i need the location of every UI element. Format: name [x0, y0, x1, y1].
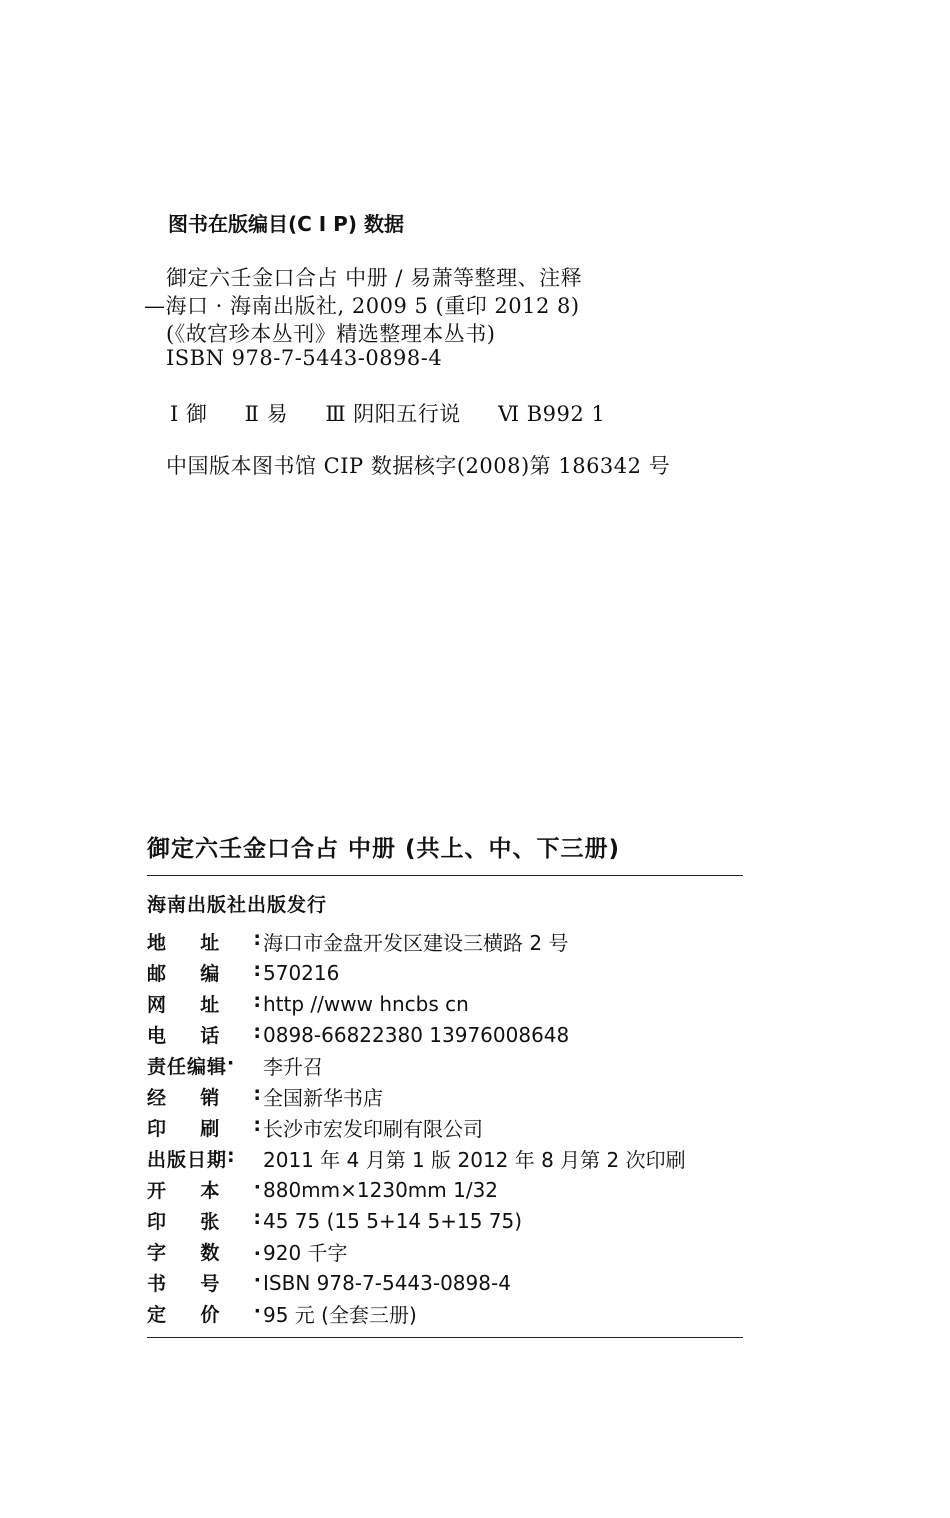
cip-publication-line: —海口 · 海南出版社, 2009 5 (重印 2012 8): [144, 294, 580, 318]
info-value: ISBN 978-7-5443-0898-4: [263, 1270, 511, 1295]
info-label: [147, 1300, 263, 1327]
info-label-char: 印: [147, 1211, 167, 1233]
info-label-separator: ·: [253, 1269, 261, 1291]
info-label-char: 书: [147, 1273, 167, 1295]
info-row: [147, 1267, 747, 1298]
info-value: 920 千字: [263, 1241, 348, 1265]
info-row: [147, 1050, 747, 1081]
info-label: [147, 1114, 263, 1141]
divider-top: [147, 875, 743, 876]
info-label-char: 电: [147, 1025, 167, 1047]
info-label-separator: :: [253, 1021, 261, 1043]
info-label: [147, 1145, 263, 1172]
info-row: [147, 1298, 747, 1329]
publication-info-table: [147, 926, 747, 1329]
info-label: [147, 1269, 263, 1296]
info-label: [147, 1052, 263, 1079]
info-label-char: 话: [200, 1025, 220, 1047]
info-label-char: 张: [200, 1211, 220, 1233]
info-row: [147, 1143, 747, 1174]
info-value: 570216: [263, 960, 340, 985]
info-label-char: 开: [147, 1180, 167, 1202]
cip-subject: Ⅱ 易: [244, 402, 289, 426]
info-label-char: 址: [200, 994, 220, 1016]
info-label-separator: .: [253, 1238, 261, 1260]
divider-bottom: [147, 1337, 743, 1338]
cip-heading: 图书在版编目(C I P) 数据: [168, 212, 404, 236]
info-label-char: 网: [147, 994, 167, 1016]
info-label-separator: :: [253, 990, 261, 1012]
info-label: [147, 959, 263, 986]
info-row: [147, 1205, 747, 1236]
info-label-char: 刷: [200, 1118, 220, 1140]
info-label: [147, 1083, 263, 1110]
cip-isbn-line: ISBN 978-7-5443-0898-4: [166, 346, 443, 370]
info-label-separator: :: [253, 928, 261, 950]
info-label: [147, 928, 263, 955]
info-label-char: 编: [200, 963, 220, 985]
info-value: 880mm×1230mm 1/32: [263, 1177, 499, 1202]
info-row: [147, 926, 747, 957]
info-label-char: 字: [147, 1242, 167, 1264]
info-row: [147, 1174, 747, 1205]
info-label: [147, 1238, 263, 1265]
info-label-separator: :: [253, 1083, 261, 1105]
info-label-char: 数: [200, 1242, 220, 1264]
info-label-char: 号: [200, 1273, 220, 1295]
cip-subject: Ⅵ B992 1: [497, 402, 606, 426]
cip-title-line: 御定六壬金口合占 中册 / 易萧等整理、注释: [166, 266, 583, 290]
cip-record-number: 中国版本图书馆 CIP 数据核字(2008)第 186342 号: [166, 454, 671, 478]
info-value: 全国新华书店: [263, 1086, 383, 1110]
info-value: 长沙市宏发印刷有限公司: [263, 1117, 483, 1141]
info-label-separator: :: [253, 1207, 261, 1229]
info-row: [147, 988, 747, 1019]
info-label-char: 出版日期: [147, 1149, 228, 1171]
info-row: [147, 1236, 747, 1267]
info-label: [147, 1021, 263, 1048]
info-value: 李升召: [263, 1055, 323, 1079]
info-label-char: 址: [200, 932, 220, 954]
cip-series-line: (《故宫珍本丛刊》精选整理本丛书): [166, 322, 496, 346]
info-label-separator: ·: [227, 1052, 236, 1074]
info-value: 海口市金盘开发区建设三横路 2 号: [263, 931, 569, 955]
info-label-separator: :: [227, 1145, 236, 1167]
cip-subject: Ⅲ 阴阳五行说: [325, 402, 461, 426]
info-label-separator: ·: [253, 1300, 261, 1322]
info-label-separator: :: [253, 1114, 261, 1136]
info-label-char: 价: [200, 1304, 220, 1326]
info-label-char: 地: [147, 932, 167, 954]
info-label-char: 邮: [147, 963, 167, 985]
info-value: 0898-66822380 13976008648: [263, 1022, 570, 1047]
publisher-line: 海南出版社出版发行: [147, 894, 328, 916]
info-label: [147, 1176, 263, 1203]
info-label: [147, 1207, 263, 1234]
info-row: [147, 957, 747, 988]
info-label-char: 经: [147, 1087, 167, 1109]
info-label-char: 定: [147, 1304, 167, 1326]
info-label-char: 印: [147, 1118, 167, 1140]
info-label-char: 销: [200, 1087, 220, 1109]
info-row: [147, 1019, 747, 1050]
info-value: 95 元 (全套三册): [263, 1303, 417, 1327]
cip-subject: Ⅰ 御: [170, 402, 208, 426]
info-label-separator: :: [253, 959, 261, 981]
info-label-char: 本: [200, 1180, 220, 1202]
info-value: 45 75 (15 5+14 5+15 75): [263, 1208, 523, 1233]
info-row: [147, 1112, 747, 1143]
info-label-char: 责任编辑: [147, 1056, 228, 1078]
cip-subjects: [170, 398, 605, 428]
info-label: [147, 990, 263, 1017]
info-row: [147, 1081, 747, 1112]
info-value: http //www hncbs cn: [263, 991, 469, 1016]
info-label-separator: ·: [253, 1176, 261, 1198]
book-title: 御定六壬金口合占 中册 (共上、中、下三册): [147, 836, 621, 862]
info-value: 2011 年 4 月第 1 版 2012 年 8 月第 2 次印刷: [263, 1148, 686, 1172]
